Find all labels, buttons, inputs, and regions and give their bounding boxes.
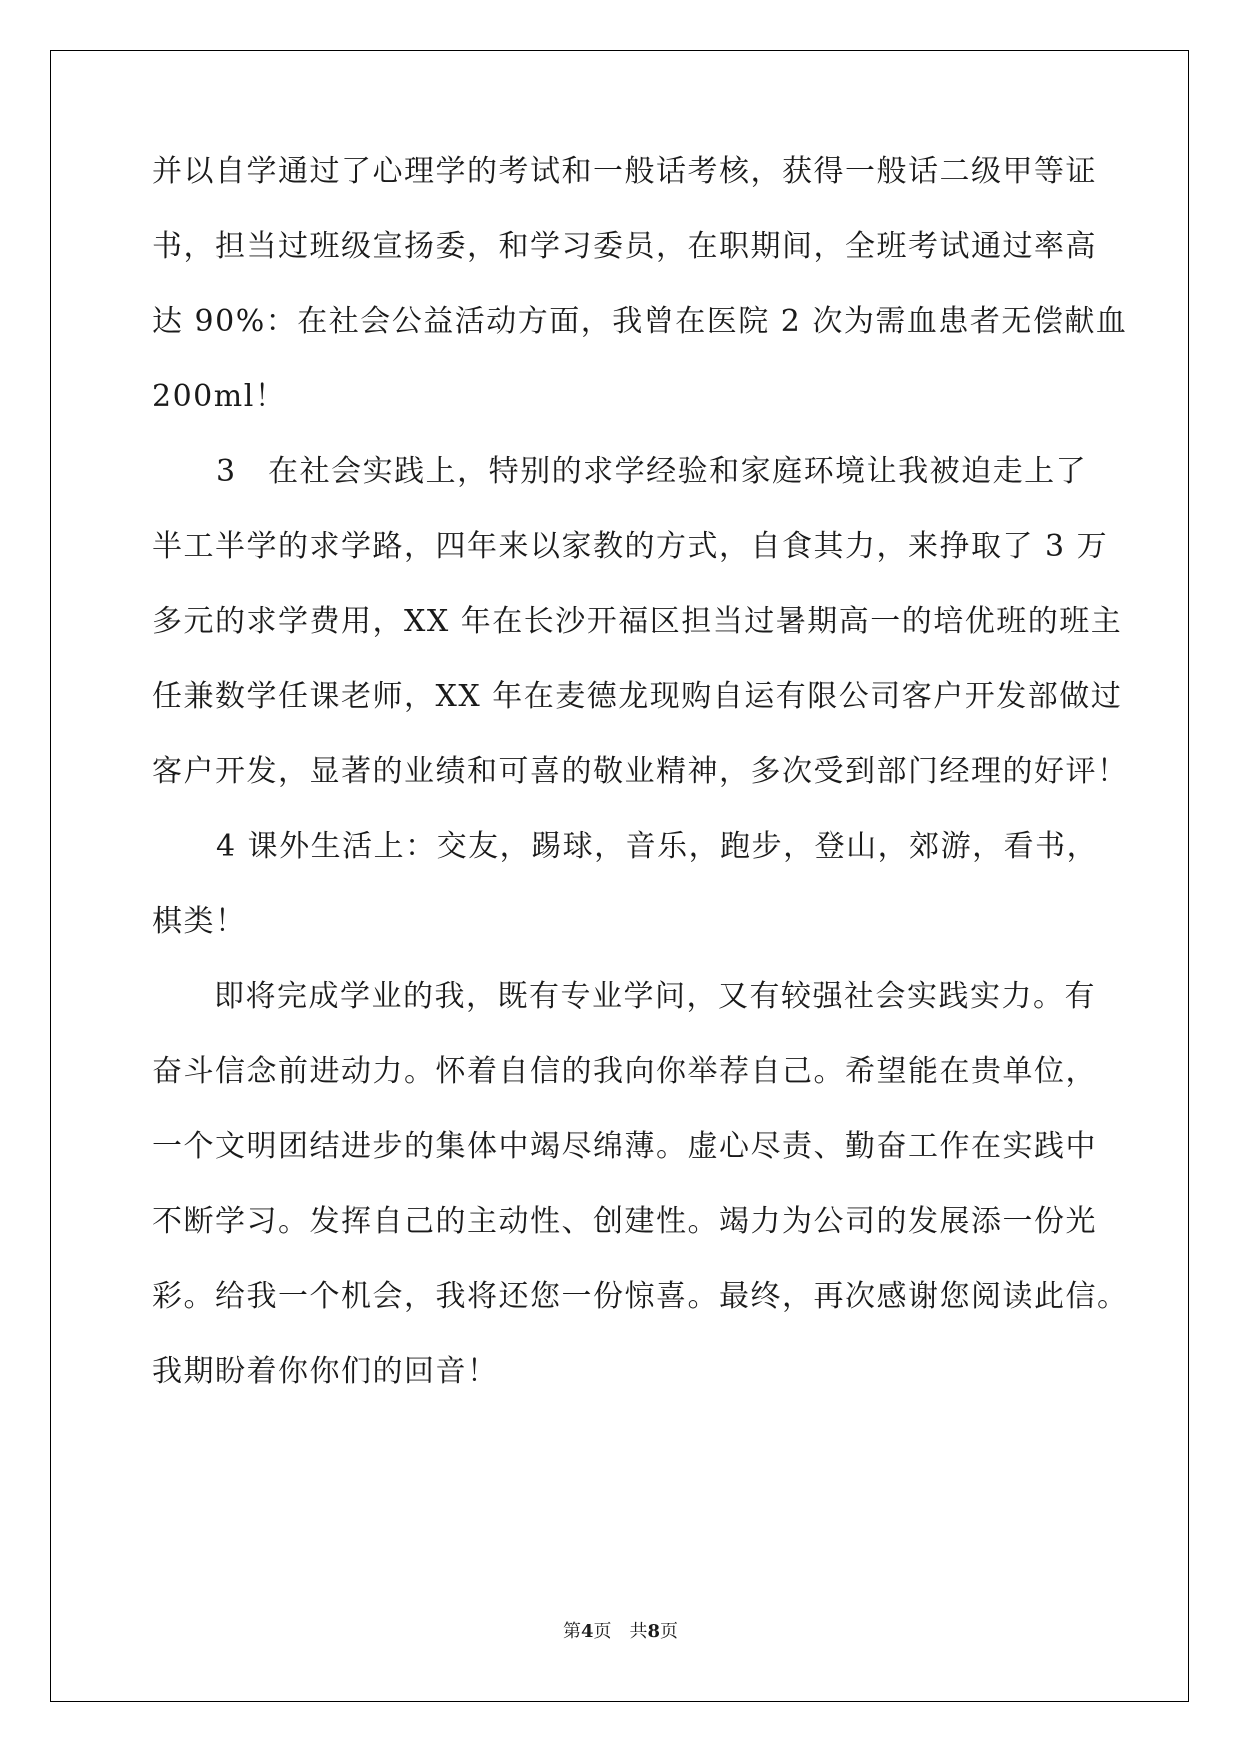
text-line: 一个文明团结进步的集体中竭尽绵薄。虚心尽责、勤奋工作在实践中: [152, 1129, 1097, 1164]
text-line: 多元的求学费用，XX 年在长沙开福区担当过暑期高一的培优班的班主: [152, 604, 1123, 639]
footer-suffix: 页: [660, 1621, 679, 1642]
text-line: 任兼数学任课老师，XX 年在麦德龙现购自运有限公司客户开发部做过: [152, 679, 1123, 714]
text-line: 书，担当过班级宣扬委，和学习委员，在职期间，全班考试通过率高: [152, 229, 1097, 264]
text-line: 即将完成学业的我，既有专业学问，又有较强社会实践实力。有: [214, 979, 1096, 1014]
page-footer: [0, 1620, 1241, 1644]
text-line: 客户开发，显著的业绩和可喜的敬业精神，多次受到部门经理的好评！: [152, 754, 1129, 789]
current-page-number: 4: [580, 1621, 594, 1642]
text-line: 半工半学的求学路，四年来以家教的方式，自食其力，来挣取了 3 万: [152, 529, 1109, 564]
text-line: 3 在社会实践上，特别的求学经验和家庭环境让我被迫走上了: [216, 454, 1088, 489]
text-line: 彩。给我一个机会，我将还您一份惊喜。最终，再次感谢您阅读此信。: [152, 1279, 1129, 1314]
total-pages-number: 8: [647, 1621, 661, 1642]
text-line: 奋斗信念前进动力。怀着自信的我向你举荐自己。希望能在贵单位，: [152, 1054, 1097, 1089]
text-line: 达 90%：在社会公益活动方面，我曾在医院 2 次为需血患者无偿献血: [152, 304, 1128, 339]
page-border: [50, 50, 1189, 1702]
footer-mid: 页 共: [593, 1621, 648, 1642]
text-line: 棋类！: [152, 904, 247, 939]
text-line: 并以自学通过了心理学的考试和一般话考核，获得一般话二级甲等证: [152, 154, 1097, 189]
footer-prefix: 第: [562, 1621, 581, 1642]
text-line: 4 课外生活上：交友，踢球，音乐，跑步，登山，郊游，看书，: [216, 829, 1099, 864]
text-line: 我期盼着你你们的回音！: [152, 1354, 499, 1389]
text-line: 不断学习。发挥自己的主动性、创建性。竭力为公司的发展添一份光: [152, 1204, 1097, 1239]
text-line: 200ml！: [152, 379, 287, 414]
